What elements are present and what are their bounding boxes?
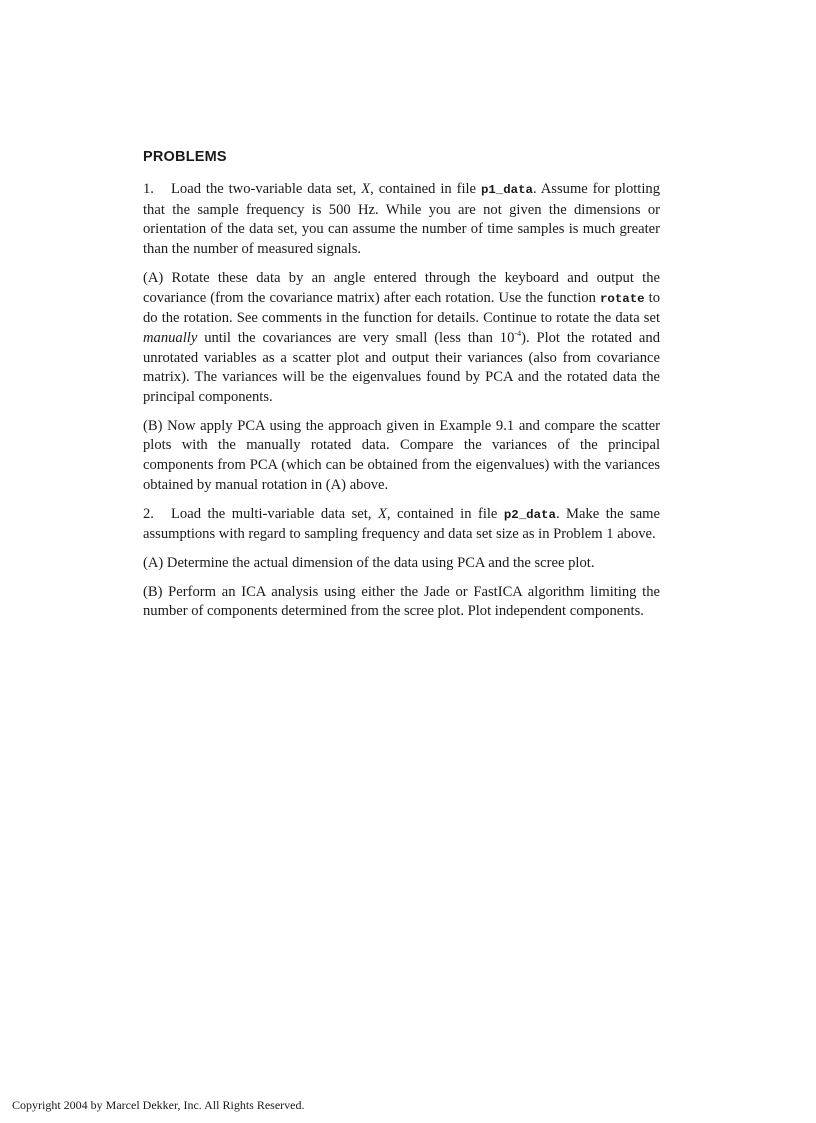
problem-1-number: 1. — [143, 181, 154, 197]
part-a-emphasis: manually — [143, 329, 198, 346]
copyright-footer: Copyright 2004 by Marcel Dekker, Inc. All Rights Reserved. — [12, 1098, 305, 1112]
problem-2-text-b: , contained in file — [386, 505, 504, 522]
problem-2-part-a: (A) Determine the actual dimension of the data using PCA and the scree plot. — [143, 554, 595, 571]
problem-2-intro — [143, 505, 660, 545]
problem-1-part-a — [143, 269, 660, 408]
problem-1-text-a: Load the two-variable data set, — [171, 181, 362, 197]
problem-2-part-b: (B) Perform an ICA analysis using either the Jade or FastICA algorithm limiting the number of components determined from the scree plot. Plot independent components. — [143, 583, 660, 620]
section-heading: PROBLEMS — [143, 149, 227, 165]
part-a-text-b: to do the rotation. See comments in the function for details. Continue to rotate the data set — [143, 289, 661, 327]
problem-2-text-c: . Make the same assumptions with regard to sampling frequency and data set size as in Problem 1 above. — [143, 505, 660, 543]
problem-1-text-c: . Assume for plotting that the sample frequency is 500 Hz. While you are not given the dimensions or orientation of the data set, you can assume the number of time samples is much greater than the number of measured signals. — [143, 181, 660, 258]
page-body — [143, 146, 660, 631]
problem-2-variable: X — [377, 505, 387, 522]
part-a-text-c: until the covariances are very small (less than 10 — [197, 329, 515, 346]
part-a-function-name: rotate — [599, 291, 645, 306]
problem-1-text-b: , contained in file — [370, 181, 481, 197]
problem-1-intro — [143, 180, 660, 260]
problem-2-text-a: Load the multi-variable data set, — [171, 505, 378, 522]
problem-1-variable: X — [361, 181, 371, 197]
part-a-text-d: ). Plot the rotated and unrotated variables as a scatter plot and output their variances (also from covariance matrix). The variances will be the eigenvalues found by PCA and the rotated data the principal components. — [143, 329, 660, 406]
problem-1-part-b: (B) Now apply PCA using the approach given in Example 9.1 and compare the scatter plots with the manually rotated data. Compare the variances of the principal components from PCA (which can be obtained from the eigenvalues) with the variances obtained by manual rotation in (A) above. — [143, 417, 660, 493]
problem-2-filename: p2_data — [503, 507, 556, 522]
part-a-exponent: -4 — [514, 328, 522, 338]
part-a-text-a: (A) Rotate these data by an angle entered through the keyboard and output the covariance (from the covariance matrix) after each rotation. Use the function — [143, 269, 660, 306]
problem-1-filename: p1_data — [480, 183, 533, 197]
problem-2-number: 2. — [143, 505, 154, 522]
